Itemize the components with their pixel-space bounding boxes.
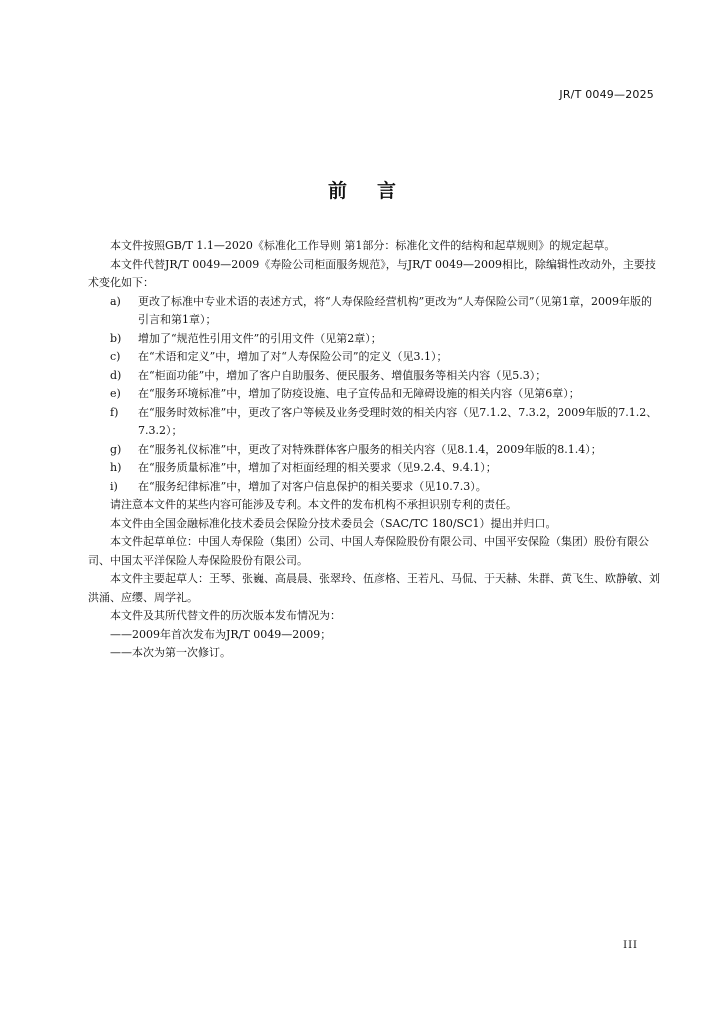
list-item-label: e) xyxy=(110,387,121,400)
list-item-text: 更改了标准中专业术语的表述方式，将“人寿保险经营机构”更改为“人寿保险公司”（见第1章，2009年版的引言和第1章）； xyxy=(138,294,652,326)
page-title: 前言 xyxy=(327,180,426,202)
list-item xyxy=(88,404,660,441)
list-item-label: h) xyxy=(110,461,122,474)
list-item xyxy=(88,441,660,460)
history-item: ——2009年首次发布为JR/T 0049—2009； xyxy=(110,627,332,641)
list-item xyxy=(88,293,660,330)
list-item xyxy=(88,385,660,404)
list-item-text: 增加了“规范性引用文件”的引用文件（见第2章）； xyxy=(138,331,382,345)
document-code: JR/T 0049—2025 xyxy=(559,88,654,101)
list-item-label: d) xyxy=(110,368,122,382)
list-item-text: 在“术语和定义”中，增加了对“人寿保险公司”的定义（见3.1）； xyxy=(138,350,448,363)
paragraph-history-intro: 本文件及其所代替文件的历次版本发布情况为： xyxy=(110,609,341,622)
list-item-label: c) xyxy=(110,350,121,363)
paragraph-replacement: 本文件代替JR/T 0049—2009《寿险公司柜面服务规范》，与JR/T 0049—2009相比，除编辑性改动外，主要技术变化如下： xyxy=(88,257,656,289)
list-item-label: a) xyxy=(110,294,121,308)
foreword-body xyxy=(88,237,660,663)
list-item-text: 在“柜面功能”中，增加了客户自助服务、便民服务、增值服务等相关内容（见5.3）； xyxy=(138,368,547,382)
list-item-text: 在“服务时效标准”中，更改了客户等候及业务受理时效的相关内容（见7.1.2、7.3.2，2009年版的7.1.2、7.3.2）； xyxy=(138,405,658,437)
paragraph-drafting-rules: 本文件按照GB/T 1.1—2020《标准化工作导则 第1部分：标准化文件的结构和起草规则》的规定起草。 xyxy=(110,239,616,252)
list-item-label: b) xyxy=(110,331,122,345)
list-item xyxy=(88,348,660,367)
history-item: ——本次为第一次修订。 xyxy=(110,646,231,659)
paragraph-drafting-units: 本文件起草单位：中国人寿保险（集团）公司、中国人寿保险股份有限公司、中国平安保险（集团）股份有限公司、中国太平洋保险人寿保险股份有限公司。 xyxy=(88,535,649,567)
list-item-text: 在“服务礼仪标准”中，更改了对特殊群体客户服务的相关内容（见8.1.4，2009年版的8.1.4）； xyxy=(138,442,602,456)
list-item xyxy=(88,330,660,349)
paragraph-drafters: 本文件主要起草人：王琴、张巍、高晨晨、张翠玲、伍彦格、王若凡、马侃、于天赫、朱群、黄飞生、欧静敏、刘洪涌、应缨、周学礼。 xyxy=(88,572,660,604)
paragraph-proposer: 本文件由全国金融标准化技术委员会保险分技术委员会（SAC/TC 180/SC1）提出并归口。 xyxy=(110,516,557,530)
list-item xyxy=(88,478,660,497)
list-item-text: 在“服务纪律标准”中，增加了对客户信息保护的相关要求（见10.7.3）。 xyxy=(138,479,487,493)
list-item xyxy=(88,459,660,478)
list-item-label: i) xyxy=(110,479,118,493)
paragraph-patent: 请注意本文件的某些内容可能涉及专利。本文件的发布机构不承担识别专利的责任。 xyxy=(110,498,517,511)
list-item-label: g) xyxy=(110,442,122,456)
list-item xyxy=(88,367,660,386)
page-number: III xyxy=(623,940,638,951)
list-item-text: 在“服务环境标准”中，增加了防疫设施、电子宣传品和无障碍设施的相关内容（见第6章）； xyxy=(138,387,580,400)
list-item-text: 在“服务质量标准”中，增加了对柜面经理的相关要求（见9.2.4、9.4.1）； xyxy=(138,461,497,474)
list-item-label: f) xyxy=(110,405,119,419)
